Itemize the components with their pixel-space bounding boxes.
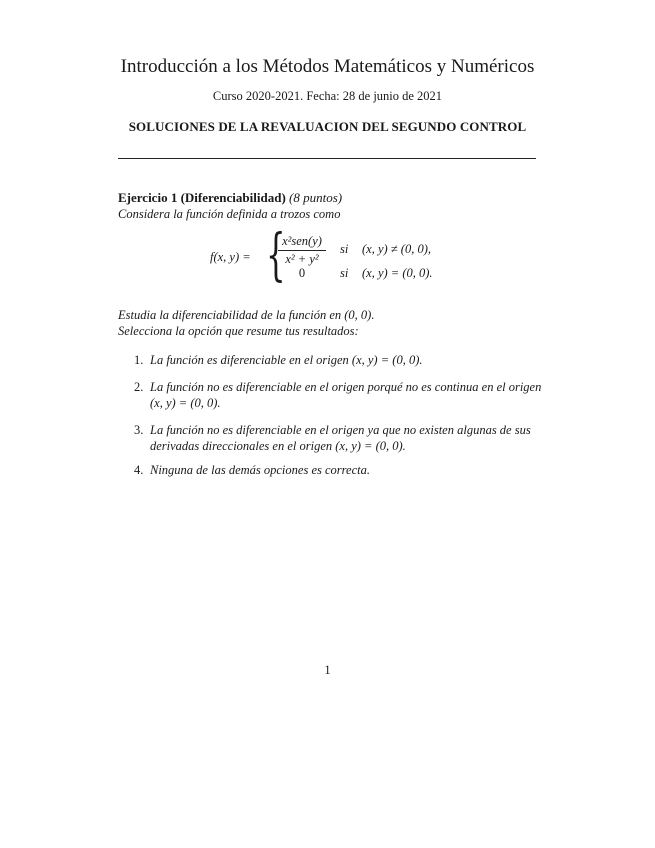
question-line-2: Selecciona la opción que resume tus resultados: (118, 324, 359, 338)
course-date-line: Curso 2020-2021. Fecha: 28 de junio de 2021 (212, 89, 443, 103)
document-title: Introducción a los Métodos Matemáticos y Numéricos (120, 56, 535, 77)
option-number: 2. (134, 380, 144, 394)
exercise-heading (118, 190, 342, 206)
fraction-denominator: x² + y² (285, 252, 319, 266)
section-heading: SOLUCIONES DE LA REVALUACION DEL SEGUNDO CONTROL (128, 119, 527, 134)
formula-si-2: si (340, 266, 349, 280)
formula-si-1: si (340, 242, 349, 256)
fraction-numerator: x²sen(y) (278, 234, 326, 251)
formula-zero: 0 (298, 266, 306, 280)
question-line-1: Estudia la diferenciabilidad de la función en (0, 0). (118, 308, 375, 322)
formula-condition-2: (x, y) = (0, 0). (362, 266, 433, 280)
horizontal-rule (118, 158, 536, 159)
formula-lhs: f(x, y) = (210, 250, 251, 264)
option-text: La función no es diferenciable en el origen ya que no existen algunas de sus derivadas direccionales en el origen (x, y) = (0, 0). (150, 423, 531, 453)
option-number: 3. (134, 423, 144, 437)
page-number: 1 (324, 663, 331, 677)
formula-brace: { (266, 223, 286, 288)
exercise-label: Ejercicio 1 (Diferenciabilidad) (118, 190, 286, 205)
formula-fraction (278, 234, 326, 267)
option-number: 4. (134, 463, 144, 477)
exercise-points: (8 puntos) (289, 190, 343, 205)
exercise-intro: Considera la función definida a trozos como (118, 207, 341, 221)
piecewise-formula (210, 223, 510, 290)
option-text: La función no es diferenciable en el origen porqué no es continua en el origen (x, y) = (0, 0). (150, 380, 542, 410)
option-text: La función es diferenciable en el origen (x, y) = (0, 0). (150, 353, 423, 367)
option-text: Ninguna de las demás opciones es correcta. (150, 463, 370, 477)
option-number: 1. (134, 353, 144, 367)
formula-condition-1: (x, y) ≠ (0, 0), (362, 242, 431, 256)
